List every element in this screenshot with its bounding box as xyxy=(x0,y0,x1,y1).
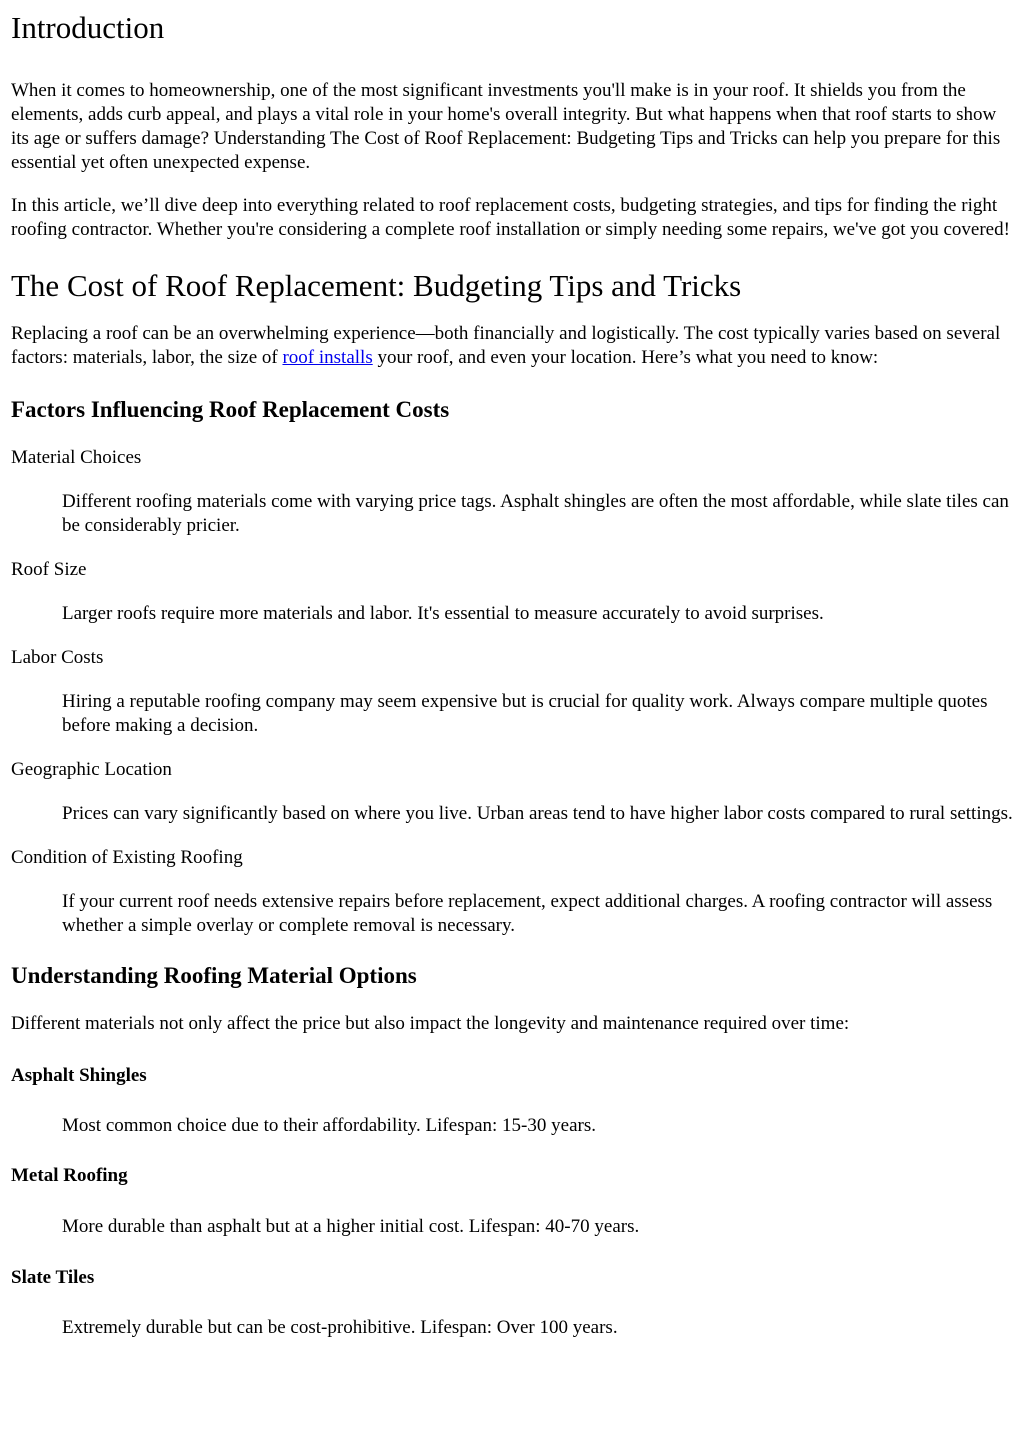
factor-desc-roof-size: Larger roofs require more materials and labor. It's essential to measure accurately to avoid surprises. xyxy=(62,603,824,624)
main-paragraph-text-2: your roof, and even your location. Here’s what you need to know: xyxy=(372,347,879,368)
materials-heading: Understanding Roofing Material Options xyxy=(11,963,417,988)
factor-term-labor-costs: Labor Costs xyxy=(11,647,104,668)
factor-desc-material-choices: Different roofing materials come with varying price tags. Asphalt shingles are often the most affordable, while slate tiles can be considerably pricier. xyxy=(62,491,1009,536)
main-paragraph xyxy=(11,322,1013,370)
factor-term-condition-existing: Condition of Existing Roofing xyxy=(11,847,243,868)
material-name-metal: Metal Roofing xyxy=(11,1165,128,1186)
factor-desc-labor-costs: Hiring a reputable roofing company may seem expensive but is crucial for quality work. Always compare multiple quotes before making a decision. xyxy=(62,691,988,736)
main-heading: The Cost of Roof Replacement: Budgeting Tips and Tricks xyxy=(11,268,742,303)
intro-heading: Introduction xyxy=(11,10,165,45)
roof-installs-link[interactable]: roof installs xyxy=(282,347,373,368)
factor-term-roof-size: Roof Size xyxy=(11,559,87,580)
factor-desc-geographic-location: Prices can vary significantly based on where you live. Urban areas tend to have higher labor costs compared to rural settings. xyxy=(62,803,1013,824)
main-paragraph-text-1: Replacing a roof can be an overwhelming experience—both financially and logistically. The cost typically varies based on several factors: materials, labor, the size of xyxy=(11,323,1001,368)
factor-desc-condition-existing: If your current roof needs extensive repairs before replacement, expect additional charges. A roofing contractor will assess whether a simple overlay or complete removal is necessary. xyxy=(62,891,993,936)
intro-paragraph-1: When it comes to homeownership, one of the most significant investments you'll make is in your roof. It shields you from the elements, adds curb appeal, and plays a vital role in your home's overall integrity. But what happens when that roof starts to show its age or suffers damage? Understanding The Cost of Roof Replacement: Budgeting Tips and Tricks can help you prepare for this essential yet often unexpected expense. xyxy=(11,80,1001,173)
material-name-slate: Slate Tiles xyxy=(11,1267,95,1288)
material-desc-asphalt: Most common choice due to their affordability. Lifespan: 15-30 years. xyxy=(62,1115,596,1136)
material-desc-metal: More durable than asphalt but at a higher initial cost. Lifespan: 40-70 years. xyxy=(62,1216,640,1237)
factor-term-geographic-location: Geographic Location xyxy=(11,759,172,780)
factors-heading: Factors Influencing Roof Replacement Costs xyxy=(11,397,450,422)
materials-intro: Different materials not only affect the price but also impact the longevity and maintenance required over time: xyxy=(11,1013,850,1034)
material-name-asphalt: Asphalt Shingles xyxy=(11,1065,147,1086)
intro-paragraph-2: In this article, we’ll dive deep into everything related to roof replacement costs, budgeting strategies, and tips for finding the right roofing contractor. Whether you're considering a complete roof installation or simply needing some repairs, we've got you covered! xyxy=(11,195,1010,240)
factor-term-material-choices: Material Choices xyxy=(11,447,142,468)
material-desc-slate: Extremely durable but can be cost-prohibitive. Lifespan: Over 100 years. xyxy=(62,1317,618,1338)
